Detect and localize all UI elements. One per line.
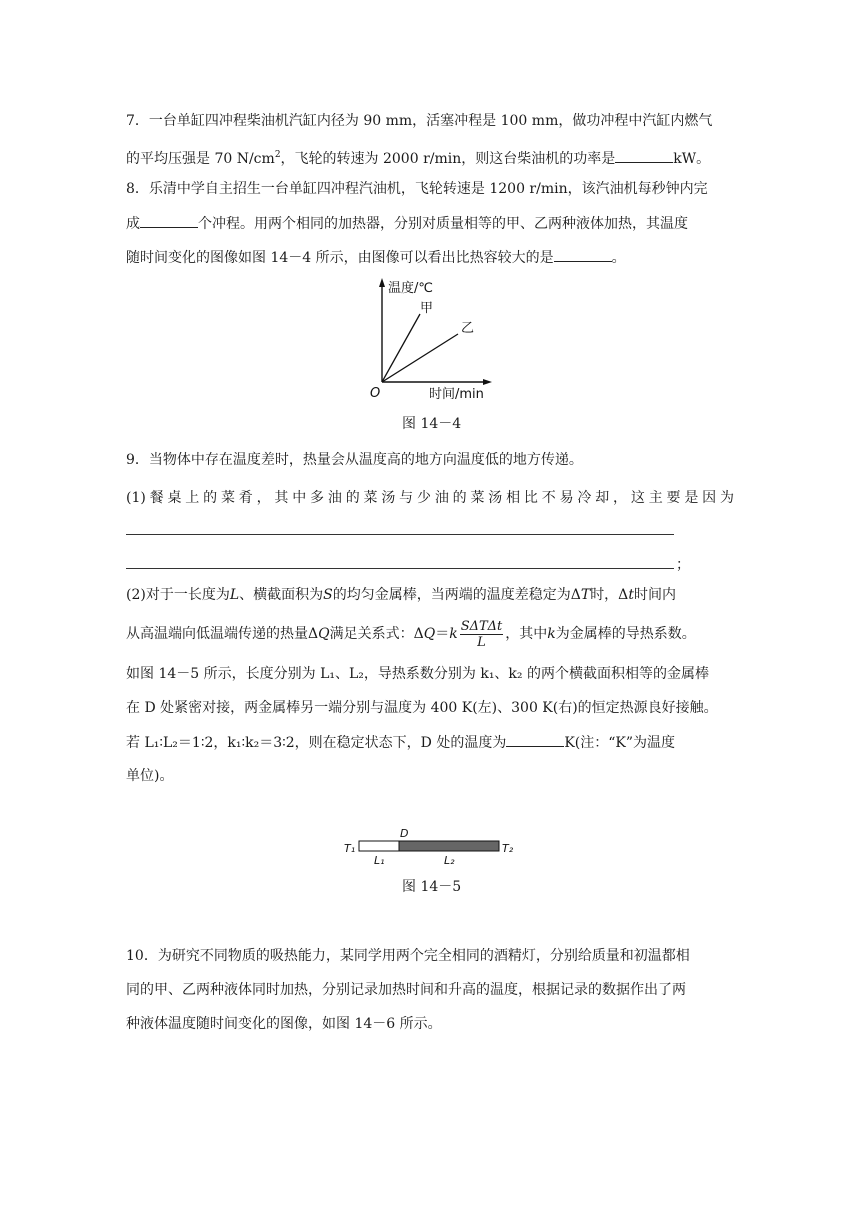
q9-part2-line1 xyxy=(126,585,676,605)
series-line-yi xyxy=(382,334,458,382)
var-L: L xyxy=(229,587,240,603)
q9-part1-end: ； xyxy=(676,557,690,573)
q7-line2-a: 的平均压强是 70 N/cm xyxy=(126,151,275,167)
text: 的均匀金属棒，当两端的温度差稳定为Δ xyxy=(332,587,581,603)
series-line-jia xyxy=(382,314,420,382)
var-k: k xyxy=(449,626,458,642)
text: ＝ xyxy=(435,626,450,642)
q7-line1: 7．一台单缸四冲程柴油机汽缸内径为 90 mm，活塞冲程是 100 mm，做功冲程中汽缸内燃气 xyxy=(126,113,713,129)
q8-line2 xyxy=(126,213,688,234)
var-k: k xyxy=(547,626,556,642)
heat-formula-fraction xyxy=(460,619,504,650)
label-L2: L₂ xyxy=(444,854,455,867)
rod-L2 xyxy=(399,841,499,851)
var-T: T xyxy=(580,587,591,603)
q9-intro: 9．当物体中存在温度差时，热量会从温度高的地方向温度低的地方传递。 xyxy=(126,452,583,468)
var-Q: Q xyxy=(318,626,330,642)
series-label-yi: 乙 xyxy=(461,321,475,336)
q9-part2-line5 xyxy=(126,732,675,753)
var-Q: Q xyxy=(423,626,436,642)
q8-line3 xyxy=(126,247,626,268)
text: 若 L₁∶L₂＝1∶2，k₁∶k₂＝3∶2，则在稳定状态下，D 处的温度为 xyxy=(126,735,507,751)
x-axis-label: 时间/min xyxy=(429,387,484,402)
figure-14-5-caption: 图 14－5 xyxy=(402,879,462,895)
y-axis-label: 温度/℃ xyxy=(388,281,433,296)
q10-line1: 10．为研究不同物质的吸热能力，某同学用两个完全相同的酒精灯，分别给质量和初温都相 xyxy=(126,948,690,964)
text: 时，Δ xyxy=(590,587,629,603)
var-S: S xyxy=(323,587,333,603)
label-T2: T₂ xyxy=(502,842,514,855)
text: ，其中 xyxy=(505,626,548,642)
figure-14-4-caption: 图 14－4 xyxy=(402,416,462,432)
q9-part2-line4: 在 D 处紧密对接，两金属棒另一端分别与温度为 400 K(左)、300 K(右)的恒定热源良好接触。 xyxy=(126,700,718,716)
origin-label: O xyxy=(370,386,381,401)
q9-part2-line2 xyxy=(126,616,696,652)
q8-answer-blank-2[interactable] xyxy=(554,247,612,262)
q7-answer-blank[interactable] xyxy=(615,148,673,163)
q8-line2-b: 个冲程。用两个相同的加热器，分别对质量相等的甲、乙两种液体加热，其温度 xyxy=(198,216,688,232)
q7-line2-b: ，飞轮的转速为 2000 r/min，则这台柴油机的功率是 xyxy=(280,151,616,167)
text: 为金属棒的导热系数。 xyxy=(555,626,696,642)
label-L1: L₁ xyxy=(374,854,385,867)
q8-line3-b: 。 xyxy=(611,250,626,266)
text: 满足关系式：Δ xyxy=(329,626,424,642)
figure-14-4-chart xyxy=(360,272,500,404)
q8-answer-blank-1[interactable] xyxy=(140,213,198,228)
q9-answer-blank[interactable] xyxy=(506,732,564,747)
q9-part2-line3: 如图 14－5 所示，长度分别为 L₁、L₂，导热系数分别为 k₁、k₂ 的两个横截面积相等的金属棒 xyxy=(126,666,709,682)
q9-part2-line6: 单位)。 xyxy=(126,768,174,784)
formula-denominator: L xyxy=(477,634,486,650)
formula-numerator: SΔTΔt xyxy=(460,618,503,634)
series-label-jia: 甲 xyxy=(420,301,434,316)
q9-answer-line-2[interactable] xyxy=(126,568,674,569)
q8-line3-a: 随时间变化的图像如图 14－4 所示，由图像可以看出比热容较大的是 xyxy=(126,250,554,266)
text: 、横截面积为 xyxy=(239,587,324,603)
q9-part1: (1)餐桌上的菜肴，其中多油的菜汤与少油的菜汤相比不易冷却，这主要是因为 xyxy=(126,490,734,506)
label-T1: T₁ xyxy=(344,842,356,855)
text: K(注：“K”为温度 xyxy=(564,735,676,751)
y-axis-arrow xyxy=(379,278,385,287)
q9-answer-line-1[interactable] xyxy=(126,534,674,535)
figure-14-5-diagram xyxy=(340,826,520,870)
q10-line3: 种液体温度随时间变化的图像，如图 14－6 所示。 xyxy=(126,1016,442,1032)
q10-line2: 同的甲、乙两种液体同时加热，分别记录加热时间和升高的温度，根据记录的数据作出了两 xyxy=(126,982,686,998)
q7-line2 xyxy=(126,145,710,169)
rod-L1 xyxy=(359,841,399,851)
text: 时间内 xyxy=(633,587,676,603)
q7-line2-c: kW。 xyxy=(673,151,711,167)
label-D: D xyxy=(400,827,409,840)
text: (2)对于一长度为 xyxy=(126,587,230,603)
var-t: t xyxy=(628,587,634,603)
text: 从高温端向低温端传递的热量Δ xyxy=(126,626,319,642)
x-axis-arrow xyxy=(483,379,492,385)
q7-exponent: 2 xyxy=(274,150,281,160)
q8-line2-a: 成 xyxy=(126,216,140,232)
q8-line1: 8．乐清中学自主招生一台单缸四冲程汽油机，飞轮转速是 1200 r/min，该汽油机每秒钟内完 xyxy=(126,181,708,197)
